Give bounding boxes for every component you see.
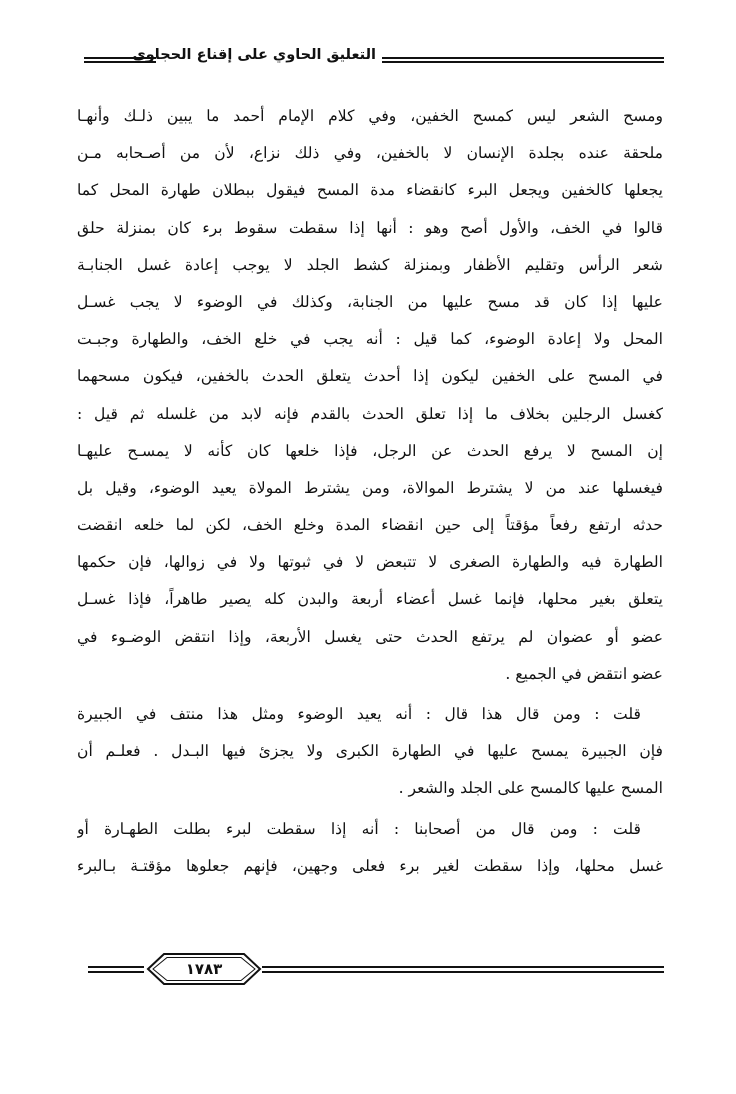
page-number: ١٧٨٣ — [185, 960, 223, 978]
text-line: الطهارة فيه والطهارة الصغرى لا تتبعض لا في ثبوتها ولا في زوالها، فإن حكمها — [77, 553, 663, 572]
running-header — [84, 44, 664, 74]
footer-rule-left — [88, 966, 144, 973]
text-line: قالوا في الخف، والأول أصح وهو : أنها إذا سقطت سقوط برء كان بمنزلة حلق — [77, 218, 663, 237]
header-rule-right — [382, 57, 664, 63]
text-line: عضو انتقض في الجميع . — [505, 664, 663, 683]
footer-rule-right — [262, 966, 664, 973]
text-line: ملحقة عنده بجلدة الإنسان لا بالخفين، وفي ذلك نزاع، لأن من أصـحابه مـن — [77, 144, 663, 163]
text-line: المحل ولا إعادة الوضوء، كما قيل : أنه يجب في خلع الخف، والطهارة وجبـت — [77, 330, 663, 349]
text-line: قلت : ومن قال هذا قال : أنه يعيد الوضوء ومثل هذا منتف في الجبيرة — [77, 705, 641, 723]
text-line: شعر الرأس وتقليم الأظفار وبمنزلة كشط الجلد لا يوجب إعادة غسل الجنابـة — [77, 255, 663, 274]
text-line: كغسل الرجلين بخلاف ما إذا تعلق الحدث بالقدم فإنه لابد من غلسله ثم قيل : — [77, 404, 663, 423]
text-line: في المسح على الخفين ليكون إذا أحدث يتعلق الحدث بالخفين، فيكون مسحهما — [77, 367, 663, 386]
text-line: عضو أو عضوان لم يرتفع الحدث حتى يغسل الأربعة، وإذا انتقض الوضـوء في — [77, 627, 663, 646]
text-line: يتعلق بغير محلها، فإنما غسل أعضاء أربعة والبدن كله يصير طاهراً، فإذا غسـل — [77, 590, 663, 609]
text-line: قلت : ومن قال من أصحابنا : أنه إذا سقطت لبرء بطلت الطهـارة أو — [77, 819, 641, 838]
text-line: فإن الجبيرة يمسح عليها في الطهارة الكبرى ولا يجزئ فيها البـدل . فعلـم أن — [77, 742, 663, 761]
text-line: إن المسح لا يرفع الحدث عن الرجل، فإذا خلعها كان كأنه لا يمسـح عليهـا — [77, 441, 663, 460]
body-text — [77, 98, 663, 885]
text-line: ومسح الشعر ليس كمسح الخفين، وفي كلام الإمام أحمد ما يبين ذلـك وأنهـا — [77, 107, 663, 125]
header-title: التعليق الحاوي على إقناع الحجاوي — [132, 47, 376, 63]
text-line: فيغسلها عند من لا يشترط الموالاة، ومن يشترط المولاة يعيد الوضوء، وقيل بل — [77, 478, 663, 497]
text-line: المسح عليها كالمسح على الجلد والشعر . — [398, 779, 663, 798]
page-number-badge — [146, 952, 262, 986]
page-footer — [88, 950, 664, 990]
text-line: يجعلها كالخفين ويجعل البرء كانقضاء مدة المسح فيقول ببطلان طهارة المحل كما — [77, 181, 663, 200]
text-line: حدثه ارتفع رفعاً مؤقتاً إلى حين انقضاء المدة وخلع الخف، لكن لما خلعه انقضت — [77, 516, 663, 535]
text-line: غسل محلها، وإذا سقطت لغير برء فعلى وجهين، فإنهم جعلوها مؤقتـة بـالبرء — [77, 856, 663, 875]
text-line: عليها إذا كان قد مسح عليها من الجنابة، وكذلك في الوضوء لا يجب غسـل — [77, 292, 663, 311]
